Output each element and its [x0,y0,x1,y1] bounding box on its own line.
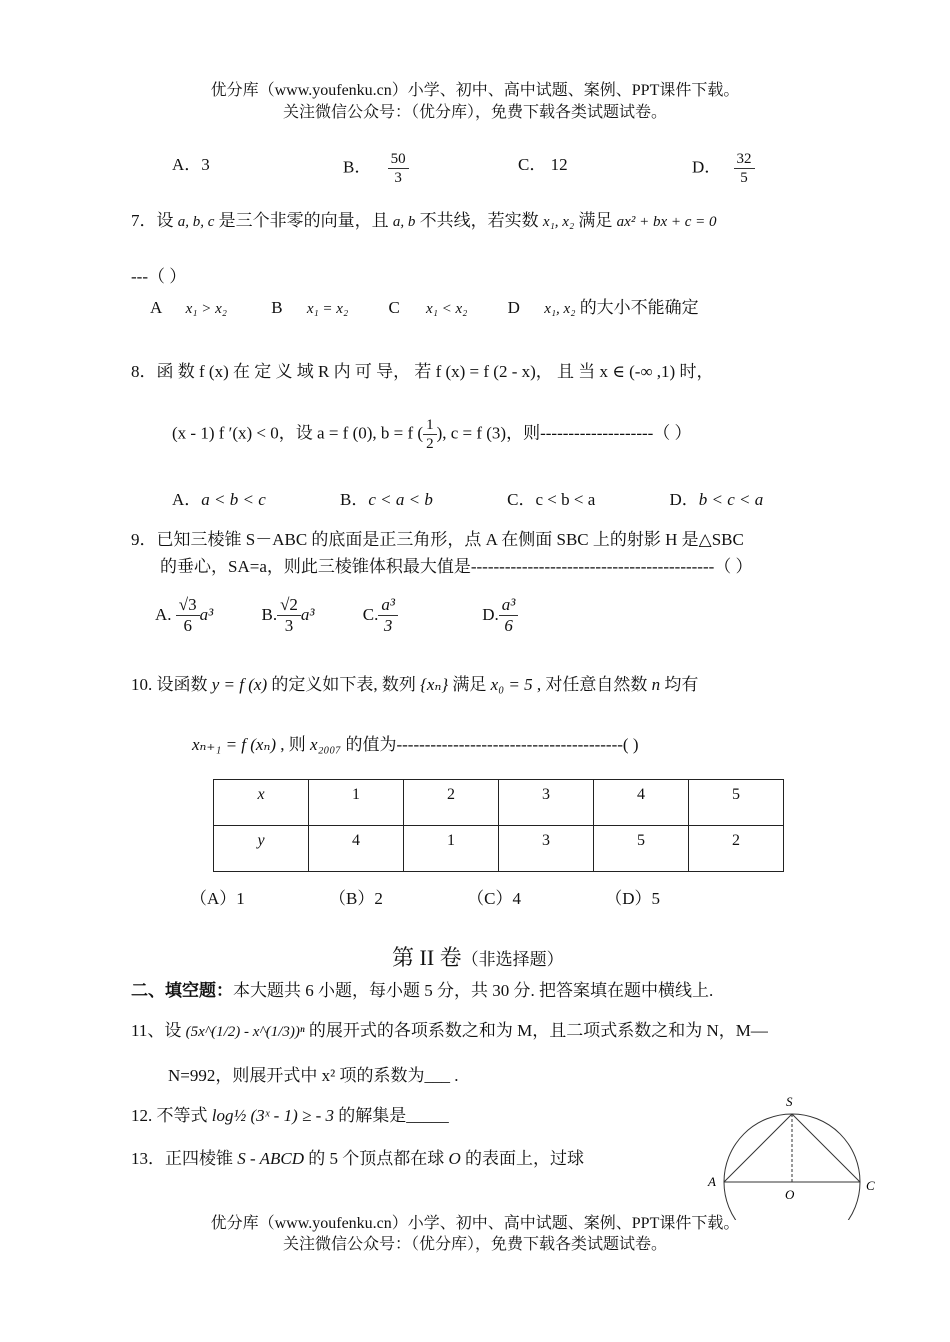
label-s: S [786,1094,793,1109]
sphere-cross-section-figure [700,1090,890,1220]
q10-value-table [213,779,784,872]
label-o: O [785,1187,795,1202]
label-c: C [866,1178,875,1193]
q7-option-d: x₁, x₂ [544,301,576,317]
q13: 13．正四棱锥 S - ABCD 的 5 个顶点都在球 O 的表面上，过球 [131,1149,585,1168]
q6-option-b-fraction: $\frac{50}{3}$ [388,150,409,187]
q6-option-b-label: B． [343,157,372,177]
footer-line-1: 优分库（www.youfenku.cn）小学、初中、高中试题、案例、PPT课件下载。 [210,1215,740,1232]
q9-option-a-fraction: $\frac{√3}{6}$ [176,595,200,637]
q8-half: $\frac{1}{2}$ [423,416,437,453]
edge-sc [792,1114,860,1182]
header-line-2: 关注微信公众号：（优分库），免费下载各类试题试卷。 [282,104,667,121]
edge-sa [724,1114,792,1182]
q7-vectors-2: a, b [392,214,416,230]
fill-section-heading: 二、填空题：本大题共 6 小题，每小题 5 分，共 30 分. 把答案填在题中横线上. [131,981,714,1000]
q12: 12. 不等式 log½ (3ˣ - 1) ≥ - 3 的解集是_____ [131,1106,449,1125]
part-2-title: 第 II 卷（非选择题） [392,945,564,970]
q7-option-c: x₁ < x₂ [426,301,468,317]
q11-line-1: 11、设 (5x^(1/2) - x^(1/3))ⁿ 的展开式的各项系数之和为 M，且二项式系数之和为 N，M— [131,1021,768,1040]
q10-line-1: 10. 设函数 y = f (x) 的定义如下表, 数列 {xₙ} 满足 x₀ = 5 , 对任意自然数 n 均有 [131,675,699,694]
q6-option-d-fraction: $\frac{32}{5}$ [734,150,755,187]
q9-option-d-fraction: $\frac{\text{a³}}{6}$ [499,595,519,637]
q7-reals: x₁, x₂ [542,214,575,230]
q6-option-c: C． 12 [518,155,568,174]
q9-line-2: 的垂心，SA=a，则此三棱锥体积最大值是-------------------------------------------（ ） [160,557,753,576]
q9-options: A. $\frac{√3}{6}$ a³ B. $\frac{√2}{3}$ a³ C. $\frac{\text{a³}}{3}$ D. $\frac{\text{a³}}{6}$ [155,595,518,637]
q7-answer-blank: ---（ ） [131,267,187,286]
footer-line-2: 关注微信公众号：（优分库），免费下载各类试题试卷。 [282,1236,667,1253]
table-row-y: y 4 1 3 5 2 [214,826,784,872]
q6-option-a: A．3 [172,155,210,174]
q8-line-1: 8．函 数 f (x) 在 定 义 域 R 内 可 导， 若 f (x) = f (2 - x)， 且 当 x ∈ (-∞ ,1) 时， [131,362,714,381]
table-row-x: x 1 2 3 4 5 [214,780,784,826]
q7-option-a: x₁ > x₂ [185,301,227,317]
q7-equation: ax² + bx + c = 0 [616,214,717,230]
q11-expression: (5x^(1/2) - x^(1/3))ⁿ [185,1024,305,1040]
q6-option-b [343,150,409,187]
label-a: A [708,1174,716,1189]
q11-line-2: N=992，则展开式中 x² 项的系数为___ . [168,1066,459,1085]
q8-options: A．a < b < c B．c < a < b C．c < b < a D．b < c < a [172,490,764,509]
q9-line-1: 9．已知三棱锥 S－ABC 的底面是正三角形，点 A 在侧面 SBC 上的射影 H 是△SBC [131,530,744,549]
q9-option-c-fraction: $\frac{\text{a³}}{3}$ [378,595,398,637]
q7-option-b: x₁ = x₂ [306,301,349,317]
q7-line-1: 7．设 a, b, c 是三个非零的向量，且 a, b 不共线，若实数 x₁, x₂ 满足 ax² + bx + c = 0 [131,211,717,230]
q10-line-2: xₙ₊₁ = f (xₙ) , 则 x₂₀₀₇ 的值为----------------------------------------( ) [192,735,639,754]
q7-options: A x₁ > x₂ B x₁ = x₂ C x₁ < x₂ D x₁, x₂ 的大小不能确定 [150,298,699,317]
q7-vectors: a, b, c [177,214,215,230]
q12-inequality: log½ (3ˣ - 1) ≥ - 3 [211,1106,334,1125]
q6-option-d [692,150,755,187]
header-line-1: 优分库（www.youfenku.cn）小学、初中、高中试题、案例、PPT课件下载。 [210,82,740,99]
q6-option-d-label: D． [692,157,722,177]
q9-option-b-fraction: $\frac{√2}{3}$ [277,595,301,637]
q10-options: （A）1 （B）2 （C）4 （D）5 [190,889,660,908]
q8-line-2: (x - 1) f ′(x) < 0，设 a = f (0), b = f ( $\frac{1}{2}$ ), c = f (3)，则--------------------（ ） [172,417,692,452]
